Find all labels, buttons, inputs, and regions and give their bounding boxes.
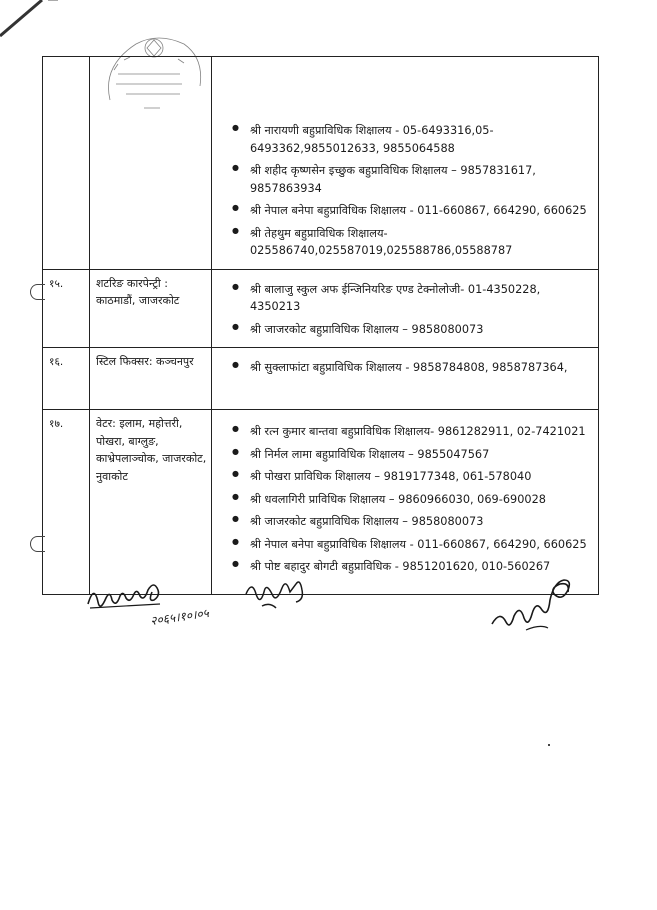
institute-cell [212,269,599,348]
list-item: ● श्री रत्न कुमार बान्तवा बहुप्राविधिक शिक्षालय- 9861282911, 02-7421021 [230,423,592,441]
list-item: ● श्री शहीद कृष्णसेन इच्छुक बहुप्राविधिक शिक्षालय – 9857831617, 9857863934 [230,162,592,197]
scan-artifact-line [0,0,60,40]
row-number: १७. [43,410,90,595]
table-row [43,410,599,595]
list-item: ● श्री नारायणी बहुप्राविधिक शिक्षालय - 05-6493316,05-6493362,9855012633, 9855064588 [230,122,592,157]
institute-cell [212,348,599,410]
list-item: ● श्री जाजरकोट बहुप्राविधिक शिक्षालय – 9858080073 [230,321,592,339]
list-item: ● श्री पोखरा प्राविधिक शिक्षालय – 9819177348, 061-578040 [230,468,592,486]
signature-middle [240,574,320,616]
institute-cell [212,57,599,270]
trade-cell: शटरिङ कारपेन्ट्री : काठमाडौं, जाजरकोट [90,269,212,348]
row-number: १६. [43,348,90,410]
row-number [43,57,90,270]
trade-cell: स्टिल फिक्सर: कञ्चनपुर [90,348,212,410]
institute-table [42,56,599,595]
list-item: ● श्री पोष्ट बहादुर बोगटी बहुप्राविधिक - 9851201620, 010-560267 [230,558,592,576]
trade-cell: वेटर: इलाम, महोत्तरी, पोखरा, बाग्लुङ, काभ्रेपलाञ्चोक, जाजरकोट, नुवाकोट [90,410,212,595]
institute-list [230,423,592,576]
trade-cell [90,57,212,270]
institute-list [230,359,592,377]
table-row [43,348,599,410]
signature-date-note: २०६५।१०।०५ [149,605,210,629]
institute-list [230,122,592,260]
signature-right [486,572,586,638]
speck [548,744,550,746]
list-item: ● श्री नेपाल बनेपा बहुप्राविधिक शिक्षालय - 011-660867, 664290, 660625 [230,202,592,220]
institute-list [230,281,592,339]
list-item: ● श्री बालाजु स्कुल अफ ईन्जिनियरिङ एण्ड टेक्नोलोजी- 01-4350228, 4350213 [230,281,592,316]
punch-hole-mark [30,536,45,552]
list-item: ● श्री नेपाल बनेपा बहुप्राविधिक शिक्षालय - 011-660867, 664290, 660625 [230,536,592,554]
row-number: १५. [43,269,90,348]
list-item: ● श्री सुक्लाफांटा बहुप्राविधिक शिक्षालय - 9858784808, 9858787364, [230,359,592,377]
list-item: ● श्री निर्मल लामा बहुप्राविधिक शिक्षालय – 9855047567 [230,446,592,464]
list-item: ● श्री धवलागिरी प्राविधिक शिक्षालय – 9860966030, 069-690028 [230,491,592,509]
table-row [43,57,599,270]
list-item: ● श्री जाजरकोट बहुप्राविधिक शिक्षालय – 9858080073 [230,513,592,531]
punch-hole-mark [30,284,45,300]
list-item: ● श्री तेहथुम बहुप्राविधिक शिक्षालय- 025586740,025587019,025588786,05588787 [230,225,592,260]
table-row [43,269,599,348]
institute-cell [212,410,599,595]
